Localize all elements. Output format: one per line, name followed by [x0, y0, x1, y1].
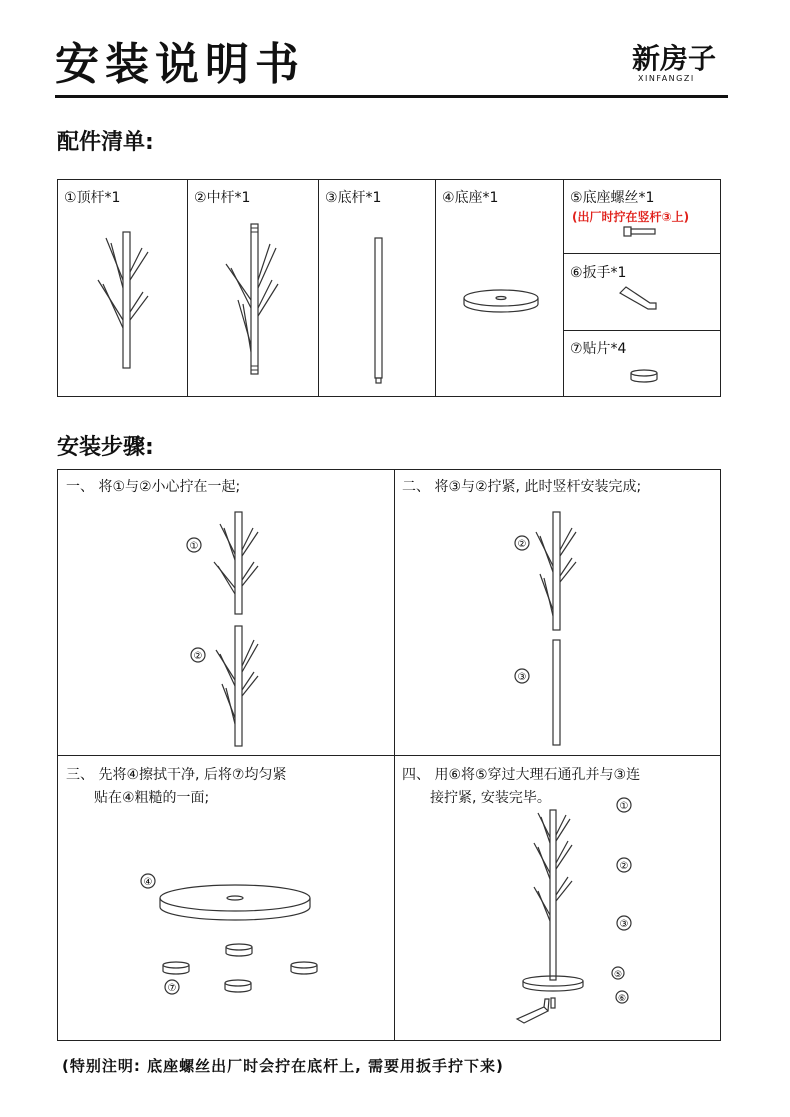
brand-name: 新房子	[632, 42, 717, 75]
marker-2: ②	[517, 539, 527, 550]
parts-table	[57, 179, 721, 397]
marker-5: ⑤	[613, 970, 623, 980]
marker-4: ④	[143, 877, 153, 888]
part-name: 贴片*4	[582, 341, 627, 357]
brand-subtitle: XINFANGZI	[638, 74, 695, 83]
marker-2: ②	[193, 651, 203, 662]
step-1-line-1: 一、 将①与②小心拧在一起;	[66, 479, 241, 495]
step-2-line-1: 二、 将③与②拧紧, 此时竖杆安装完成;	[402, 479, 642, 495]
marker-3: ③	[517, 672, 527, 683]
footer-note: (特别注明: 底座螺丝出厂时会拧在底杆上, 需要用扳手拧下来)	[62, 1057, 504, 1075]
base-plate-icon	[436, 180, 564, 396]
parts-heading: 配件清单:	[57, 130, 154, 155]
screw-note: (出厂时拧在竖杆③上)	[572, 210, 690, 224]
header-divider	[55, 95, 728, 98]
part-number: ⑥	[570, 265, 583, 281]
step-4-line-1: 四、 用⑥将⑤穿过大理石通孔并与③连	[402, 767, 641, 783]
marker-7: ⑦	[167, 983, 177, 994]
part-name: 底杆*1	[337, 190, 382, 206]
part-number: ④	[442, 190, 455, 206]
part-cell-bottom-rod	[319, 180, 436, 396]
part-number: ②	[194, 190, 207, 206]
part-cell-base	[436, 180, 564, 396]
part-name: 中杆*1	[206, 190, 251, 206]
part-number: ⑤	[570, 190, 583, 206]
step-3-line-2: 贴在④粗糙的一面;	[94, 790, 210, 806]
part-cell-middle-rod	[188, 180, 319, 396]
marker-3: ③	[619, 919, 629, 930]
step-4-line-2: 接拧紧, 安装完毕。	[430, 790, 551, 806]
marker-2: ②	[619, 861, 629, 872]
brand-logo	[632, 44, 732, 83]
part-number: ③	[325, 190, 338, 206]
document-title: 安装说明书	[55, 39, 305, 90]
marker-1: ①	[619, 801, 629, 812]
part-cell-small-items	[564, 180, 720, 396]
steps-grid	[57, 469, 721, 1041]
marker-6: ⑥	[617, 994, 627, 1004]
part-cell-top-rod	[58, 180, 188, 396]
step-4-illustration	[394, 755, 720, 1041]
part-name: 底座螺丝*1	[582, 190, 655, 206]
marker-1: ①	[189, 541, 199, 552]
part-name: 底座*1	[454, 190, 499, 206]
step-3-line-1: 三、 先将④擦拭干净, 后将⑦均匀紧	[66, 767, 287, 783]
part-number: ⑦	[570, 341, 583, 357]
step-3-illustration	[58, 755, 394, 1041]
steps-heading: 安装步骤:	[57, 435, 154, 460]
bottom-rod-icon	[319, 180, 436, 396]
part-name: 扳手*1	[582, 265, 627, 281]
top-rod-icon	[58, 180, 188, 396]
pad-icon	[564, 180, 720, 396]
step-2-illustration	[394, 470, 720, 755]
step-1-illustration	[58, 470, 394, 755]
part-name: 顶杆*1	[76, 190, 121, 206]
middle-rod-icon	[188, 180, 319, 396]
part-number: ①	[64, 190, 77, 206]
